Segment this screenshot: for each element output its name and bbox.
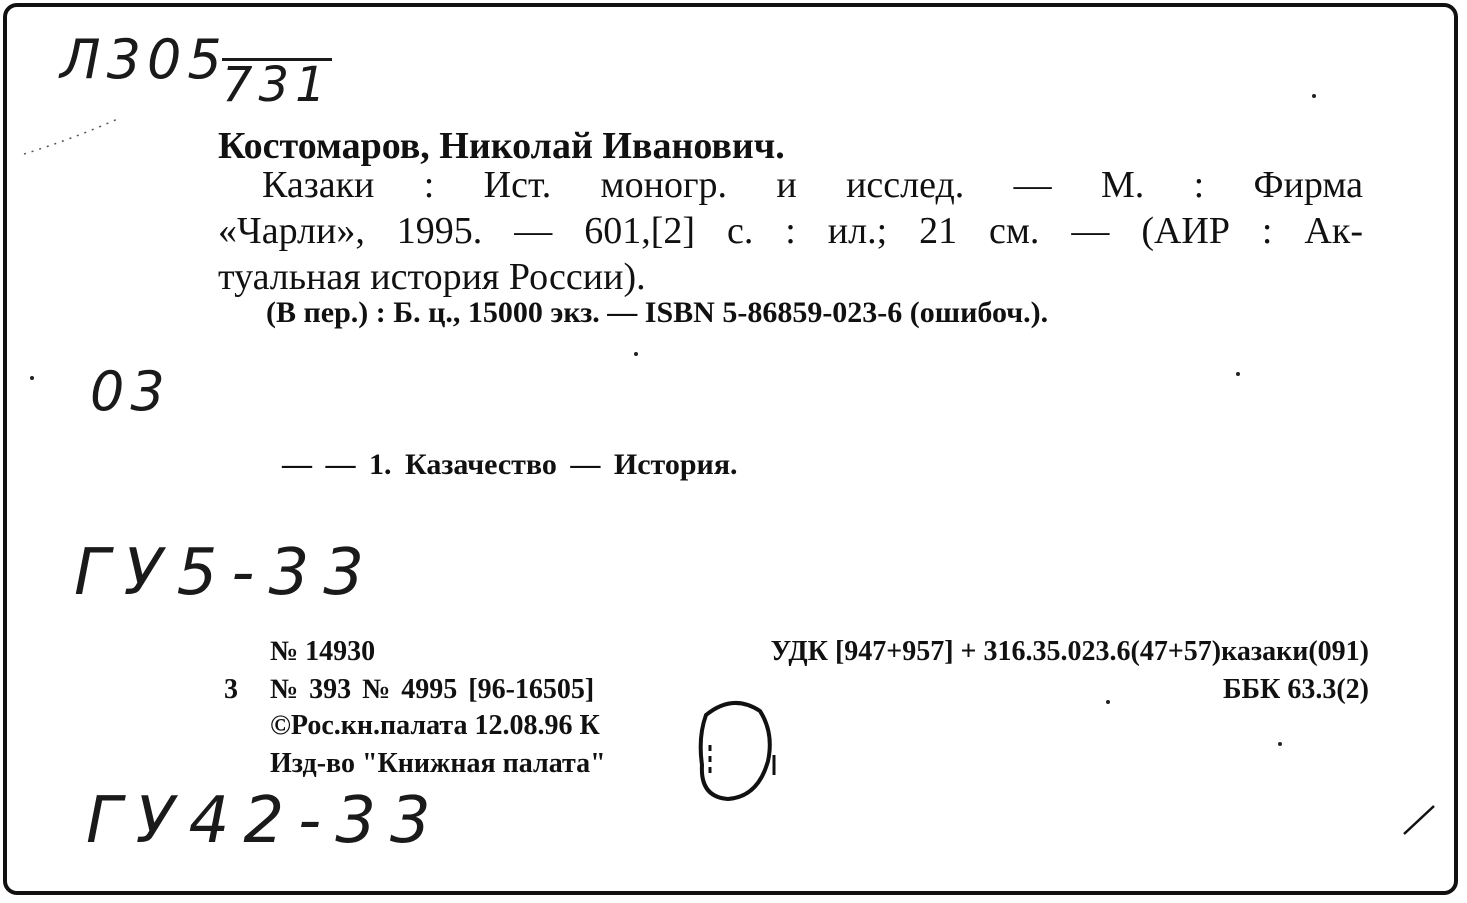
udc-classification: УДК [947+957] + 316.35.023.6(47+57)казаки(091) [770, 636, 1369, 667]
handwritten-accession-number: Л305 [60, 28, 228, 91]
speck [1236, 372, 1240, 376]
speck [1278, 742, 1282, 746]
registration-numbers: № 393 № 4995 [96-16505] [270, 674, 595, 705]
price-isbn-line: (В пер.) : Б. ц., 15000 экз. — ISBN 5-86859-023-6 (ошибоч.). [266, 296, 1049, 329]
publisher-line: Изд-во "Книжная палата" [270, 748, 606, 779]
handwritten-shelf-mark-1: ГУ5-33 [74, 536, 378, 610]
subject-tracing: — — 1. Казачество — История. [282, 448, 738, 481]
speck [634, 352, 638, 356]
speck [30, 376, 34, 380]
speck [1106, 700, 1110, 704]
footer-prefix: 3 [224, 674, 238, 705]
copyright-line: ©Рос.кн.палата 12.08.96 К [270, 710, 600, 741]
title-line-3: туальная история России). [218, 256, 646, 298]
dotted-mark-icon [20, 110, 130, 160]
author-heading: Костомаров, Николай Иванович. [218, 125, 785, 167]
title-line-1: Казаки : Ист. моногр. и исслед. — М. : Фирма [262, 164, 1363, 206]
pen-mark-icon [1400, 800, 1440, 840]
title-line-2: «Чарли», 1995. — 601,[2] с. : ил.; 21 см. — (АИР : Ак- [218, 210, 1363, 252]
handwritten-shelf-mark-2: ГУ42-33 [86, 784, 445, 858]
handwritten-accession-subnumber: 731 [222, 57, 332, 113]
bbk-classification: ББК 63.3(2) [1223, 674, 1369, 705]
handwritten-left-code: 03 [90, 360, 171, 423]
round-stamp-icon [688, 693, 778, 803]
record-number: № 14930 [270, 636, 376, 667]
speck [1312, 94, 1316, 98]
